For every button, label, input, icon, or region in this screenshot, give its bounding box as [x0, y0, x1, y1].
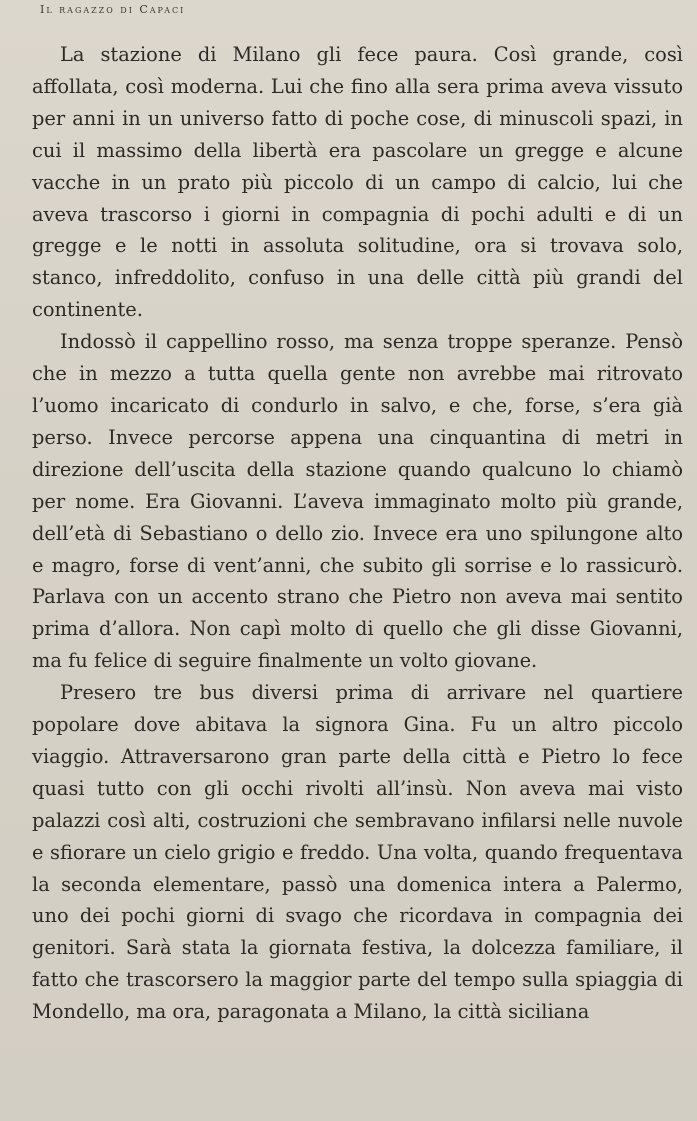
body-text [32, 39, 683, 1028]
paragraph-2: Indossò il cappellino rosso, ma senza troppe speranze. Pensò che in mezzo a tutta quella gente non avrebbe mai ritrovato l’uomo incaricato di condurlo in salvo, e che, forse, s’era già perso. Invece percorse appena una cinquantina di metri in direzione dell’uscita della stazione quando qualcuno lo chiamò per nome. Era Giovanni. L’aveva immaginato molto più grande, dell’età di Sebastiano o dello zio. Invece era uno spilungone alto e magro, forse di vent’anni, che subito gli sorrise e lo rassicurò. Parlava con un accento strano che Pietro non aveva mai sentito prima d’allora. Non capì molto di quello che gli disse Giovanni, ma fu felice di seguire finalmente un volto giovane. [32, 330, 683, 673]
paragraph-1: La stazione di Milano gli fece paura. Così grande, così affollata, così moderna. Lui che fino alla sera prima aveva vissuto per anni in un universo fatto di poche cose, di minuscoli spazi, in cui il massimo della libertà era pascolare un gregge e alcune vacche in un prato più piccolo di un campo di calcio, lui che aveva trascorso i giorni in compagnia di pochi adulti e di un gregge e le notti in assoluta solitudine, ora si trovava solo, stanco, infreddolito, confuso in una delle città più grandi del continente. [32, 43, 683, 322]
paragraph-3: Presero tre bus diversi prima di arrivare nel quartiere popolare dove abitava la signora Gina. Fu un altro piccolo viaggio. Attraversarono gran parte della città e Pietro lo fece quasi tutto con gli occhi rivolti all’insù. Non aveva mai visto palazzi così alti, costruzioni che sembravano infilarsi nelle nuvole e sfiorare un cielo grigio e freddo. Una volta, quando frequentava la seconda elementare, passò una domenica intera a Palermo, uno dei pochi giorni di svago che ricordava in compagnia dei genitori. Sarà stata la giornata festiva, la dolcezza familiare, il fatto che trascorsero la maggior parte del tempo sulla spiaggia di Mondello, ma ora, paragonata a Milano, la città siciliana [32, 681, 683, 1024]
running-head: Il ragazzo di Capaci [40, 3, 186, 16]
